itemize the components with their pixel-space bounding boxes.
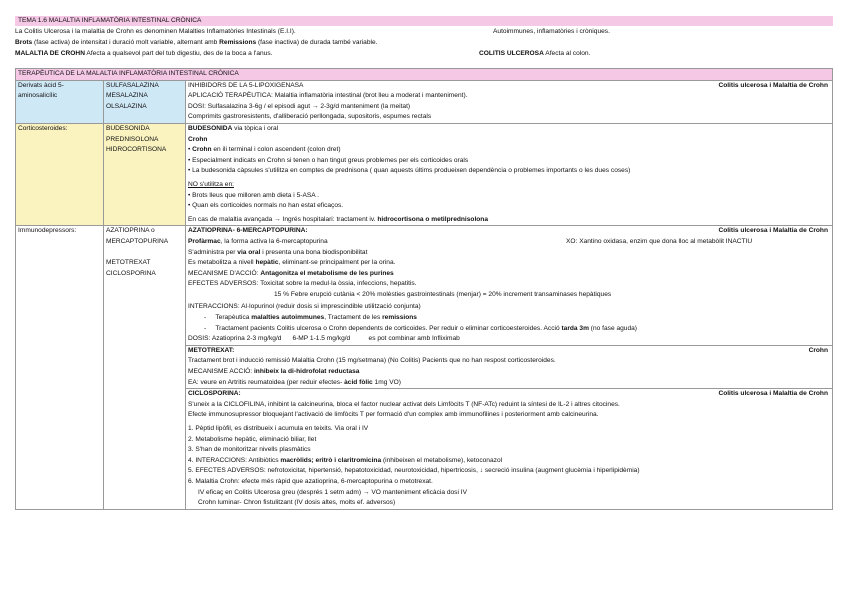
text-line: , eliminant-se principalment per la orina. (278, 259, 396, 267)
text-line: Comprimits gastroresistents, d'alliberació perllongada, supositoris, espumes rectals (188, 113, 432, 121)
text-line: 15 % Febre erupció cutània < 20% molèsties gastrointestinals (menjar) = 20% increment transaminases hepàtiques (274, 290, 612, 298)
bold-text: inhibeix la di-hidrofolat reductasa (253, 368, 360, 376)
therapy-table (15, 68, 833, 510)
bold-text: Crohn (192, 146, 212, 154)
text-line: DOSIS: Azatioprina 2-3 mg/kg/d 6-MP 1-1.5 mg/kg/d es pot combinar amb Infliximab (188, 335, 460, 343)
drug-name: METOTREXAT (106, 259, 151, 267)
dash-icon: - (204, 324, 216, 332)
text-line: En cas de malaltia avançada → Ingrés hospitalari: tractament iv. (188, 215, 378, 223)
description-cell (186, 80, 833, 123)
text-line: 1mg VO) (372, 378, 401, 386)
ciclosporina-block (186, 389, 832, 509)
bold-text: via oral (237, 248, 261, 256)
section-title: AZATIOPRINA- 6-MERCAPTOPURINA: (188, 227, 308, 235)
text-line: IV eficaç en Colitis Ulcerosa greu (després 1 setm adm) → VO manteniment eficàcia dosi IV (198, 488, 467, 496)
text-line: La budesonida càpsules s'utilitza en comptes de prednisona ( quan aquests últims produeixen dependència o problemes importants o les dues coses) (192, 167, 631, 175)
text-line: 2. Metabolisme hepàtic, eliminació biliar, llet (188, 435, 317, 443)
bold-text: hidrocortisona o metilprednisolona (377, 215, 488, 223)
text-line: EA: veure en Artritis reumatoidea (per reduir efectes- (188, 378, 345, 386)
text-line: (inhibeixen el metabolisme), ketoconazol (381, 456, 503, 464)
text-line: Es metabolitza a nivell (188, 259, 256, 267)
drug-name: CICLOSPORINA (106, 269, 156, 277)
drug-name: MERCAPTOPURINA (106, 237, 169, 245)
drugs-cell (104, 123, 186, 225)
drugs-cell (104, 80, 186, 123)
brots-label: Brots (15, 39, 33, 46)
text-line: i presenta una bona biodisponibilitat (260, 248, 368, 256)
category-cell: Corticosteroides: (16, 123, 104, 225)
metotrexat-block (186, 346, 832, 389)
table-row (16, 123, 833, 225)
document-title: TEMA 1.6 MALALTIA INFLAMATÒRIA INTESTINAL CRÒNICA (15, 16, 833, 26)
text-line: 6. Malaltia Crohn: efecte més ràpid que azatioprina, 6-mercaptopurina o metotrexat. (188, 477, 433, 485)
drug-heading: BUDESONIDA (188, 124, 233, 132)
section-title: CICLOSPORINA: (188, 390, 241, 398)
drug-name: AZATIOPRINA o (106, 227, 155, 235)
indication-label: Colitis ulcerosa i Malaltia de Crohn (718, 227, 828, 235)
bold-text: macròlids; eritrò i claritromicina (280, 456, 382, 464)
bold-text: tarda 3m (561, 324, 589, 332)
text-line: 4. INTERACCIONS: Antibiòtics (188, 456, 281, 464)
text-line: Tractament pacients Colitis ulcerosa o Crohn dependents de corticoides. Per reduir o eliminar corticoesteroides. Acció (215, 324, 562, 332)
no-use-heading: NO s'utilitza en: (188, 180, 234, 188)
text-line: , Tractament de les (324, 314, 383, 322)
table-header: TERAPÈUTICA DE LA MALALTIA INFLAMATÒRIA INTESTINAL CRÒNICA (16, 69, 833, 81)
drug-name: BUDESONIDA (106, 124, 150, 132)
section-title: INHIBIDORS DE LA 5-LIPOXIGENASA (188, 81, 304, 89)
spacer (106, 248, 183, 259)
intro-right-text: Autoimmunes, inflamatòries i cròniques. (493, 28, 610, 35)
drugs-cell (104, 226, 186, 509)
bullet-icon: • (188, 202, 193, 210)
text-line: Terapèutica (215, 314, 252, 322)
intro-text: (fase inactiva) de durada també variable. (256, 39, 378, 46)
bold-text: Profàrmac (188, 237, 221, 245)
intro-text: La Colitis Ulcerosa i la malaltia de Crohn es denominen Malalties Inflamatòries Intestinals (E.I.I). (15, 28, 296, 35)
text-line: DOSI: Sulfasalazina 3-6g / el episodi agut → 2-3g/d manteniment (la meitat) (188, 102, 411, 110)
category-cell: Derivats àcid 5-aminosalicílic (16, 80, 104, 123)
bullet-icon: • (188, 146, 193, 154)
indication-label: Colitis ulcerosa i Malaltia de Crohn (718, 390, 828, 398)
category-cell: Immunodepressors: (16, 226, 104, 509)
text-line: Tractament brot i inducció remissió Malaltia Crohn (15 mg/setmana) (No Colitis) Pacients que no han respost corticosteroides. (188, 357, 556, 365)
text-line: EFECTES ADVERSOS: Toxicitat sobre la medul·la òssia, infeccions, hepatitis. (188, 280, 417, 288)
table-row (16, 80, 833, 123)
text-line: 1. Pèptid lipòfil, es distribueix i acumula en teixits. Via oral i IV (188, 425, 369, 432)
colitis-text: Afecta al colon. (543, 50, 591, 57)
text-line: S'uneix a la CICLOFILINA, inhibint la calcineurina, bloca el factor nuclear activat dels Limfòcits T (NF-ATc) reduint la síntesi de IL-2 i altres citocines. (188, 400, 620, 408)
text-line: via tòpica i oral (232, 124, 279, 132)
drug-name: HIDROCORTISONA (106, 146, 167, 154)
drug-name: OLSALAZINA (106, 102, 147, 110)
drug-name: MESALAZINA (106, 92, 148, 100)
text-line: 5. EFECTES ADVERSOS: nefrotoxicitat, hipertensió, hepatotoxicidad, neurotoxicidad, hipertricosis, ↓ secreció insulina (augment glucèmia i hiperlipidèmia) (188, 467, 640, 475)
text-line: (no fase aguda) (588, 324, 637, 332)
intro-line-3 (15, 49, 833, 59)
text-line: S'administra per (188, 248, 238, 256)
text-line: Especialment indicats en Crohn si tenen o han tingut greus problemes per els corticoides orals (192, 156, 469, 164)
text-line: Brots lleus que milloren amb dieta i 5-ASA . (192, 191, 319, 199)
intro-text: (fase activa) de intensitat i duració molt variable, alternant amb (32, 39, 220, 46)
bold-text: Antagonitza el metabolisme de les purines (260, 269, 394, 277)
intro-line-1 (15, 27, 833, 37)
remissions-label: Remissions (219, 39, 257, 46)
text-line: Efecte immunosupressor bloquejant l'activació de limfòcits T per formació d'un complex amb immunofilines i posteriorment amb calcineurina. (188, 411, 599, 419)
text-line: , la forma activa la 6-mercaptopurina (220, 237, 328, 245)
intro-line-2 (15, 38, 833, 48)
text-line: en ili terminal i colon ascendent (colon dret) (211, 146, 341, 154)
text-line: INTERACCIONS: Al·lopurinol (reduir dosis si imprescindible utilització conjunta) (188, 303, 421, 311)
section-title: METOTREXAT: (188, 346, 235, 354)
colitis-label: COLITIS ULCEROSA (479, 50, 544, 57)
xo-note: XO: Xantino oxidasa, enzim que dona lloc al metabòlit INACTIU (566, 237, 753, 245)
text-line: MECANISME D'ACCIÓ: (188, 269, 261, 277)
crohn-label: MALALTIA DE CROHN (15, 50, 85, 57)
text-line: MECANISME ACCIÓ: (188, 368, 254, 376)
bullet-icon: • (188, 156, 193, 164)
azatioprina-block (186, 226, 832, 346)
section-head (188, 81, 830, 92)
indication-label: Crohn (808, 346, 828, 354)
text-line: Crohn luminar- Chron fistulitzant (IV dosis altes, molts ef. adversos) (198, 499, 396, 507)
bold-text: àcid fòlic (344, 378, 373, 386)
crohn-text: Afecta a qualsevol part del tub digestiu, des de la boca a l'anus. (84, 50, 273, 57)
drug-name: SULFASALAZINA (106, 81, 159, 89)
bold-text: remissions (382, 314, 417, 322)
drug-name: PREDNISOLONA (106, 135, 159, 143)
text-line: APLICACIÓ TERAPÈUTICA: Malaltia inflamatòria intestinal (brot lleu a moderat i manteniment). (188, 92, 468, 100)
description-cell (186, 226, 833, 509)
bold-text: malalties autoimmunes (251, 314, 325, 322)
indication-label: Colitis ulcerosa i Malaltia de Crohn (718, 81, 828, 89)
text-line: Quan els corticoides normals no han estat eficaços. (192, 202, 344, 210)
crohn-heading: Crohn (188, 135, 208, 143)
bullet-icon: • (188, 191, 193, 199)
text-line: 3. S'han de monitoritzar nivells plasmàtics (188, 446, 311, 454)
table-row (16, 226, 833, 509)
description-cell (186, 123, 833, 225)
dash-icon: - (204, 314, 216, 322)
bold-text: hepàtic (255, 259, 279, 267)
bullet-icon: • (188, 167, 193, 175)
